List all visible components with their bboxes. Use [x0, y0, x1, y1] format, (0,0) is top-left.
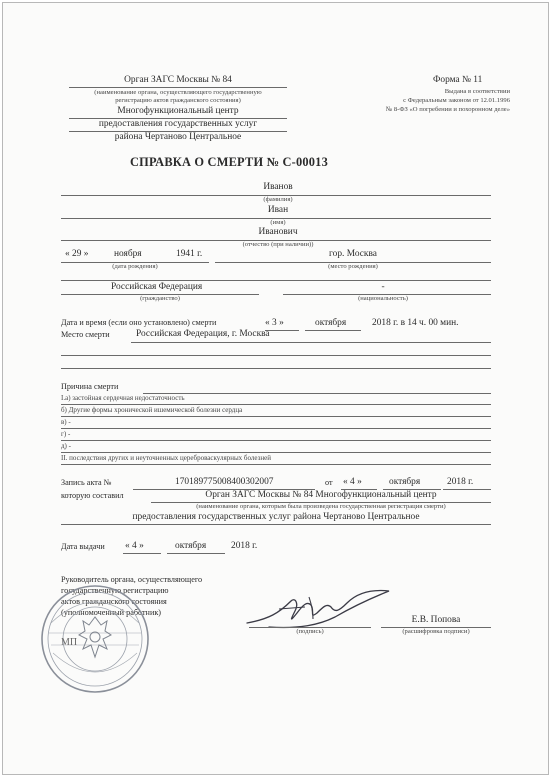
form-note-3: № 8-ФЗ «О погребении и похоронном деле»	[385, 106, 510, 113]
field-line	[61, 464, 491, 465]
field-line	[305, 330, 361, 331]
cause-g: г) -	[61, 430, 71, 438]
birth-place-value: гор. Москва	[329, 249, 377, 259]
record-number: 170189775008400302007	[175, 477, 274, 487]
compiled-by-2: предоставления государственных услуг района Чертаново Центральное	[132, 512, 420, 522]
issuer-caption-2: регистрацию актов гражданского состояния)	[115, 97, 241, 104]
head-line-3: актов гражданского состояния	[61, 597, 167, 606]
compiled-by: Орган ЗАГС Москвы № 84 Многофункциональный центр	[205, 490, 437, 500]
issued-day: « 4 »	[125, 541, 144, 551]
head-line-2: государственную регистрацию	[61, 586, 169, 595]
field-line	[61, 280, 491, 281]
record-year: 2018 г.	[447, 477, 474, 487]
cause-v: в) -	[61, 418, 71, 426]
death-certificate-document	[2, 2, 549, 775]
birth-year: 1941 г.	[176, 249, 203, 259]
compiled-label: которую составил	[61, 491, 124, 500]
issued-month: октября	[175, 541, 207, 551]
name-caption: (имя)	[270, 219, 286, 226]
surname-caption: (фамилия)	[263, 196, 293, 203]
page-title: СПРАВКА О СМЕРТИ № С-00013	[130, 155, 328, 169]
head-line-4: (уполномоченный работник)	[61, 608, 162, 617]
field-line	[131, 342, 491, 343]
signer-name: Е.В. Попова	[411, 615, 461, 625]
surname-value: Иванов	[263, 182, 293, 192]
issued-year: 2018 г.	[231, 541, 258, 551]
issuer-extra-2: предоставления государственных услуг	[98, 119, 258, 129]
cause-ii: II. последствия других и неуточненных цереброваскулярных болезней	[61, 454, 271, 462]
field-line	[61, 355, 491, 356]
field-line	[61, 452, 491, 453]
official-seal-icon	[39, 583, 151, 695]
form-number: Форма № 11	[433, 75, 483, 85]
field-line	[61, 404, 491, 405]
head-line-1: Руководитель органа, осуществляющего	[61, 575, 203, 584]
issuer-extra-3: района Чертаново Центральное	[114, 132, 242, 142]
field-line	[443, 489, 491, 490]
divider	[69, 87, 287, 88]
death-day: « 3 »	[265, 318, 284, 328]
issuer-name: Орган ЗАГС Москвы № 84	[124, 75, 232, 85]
compiled-caption: (наименование органа, которым была произведена государственная регистрация смерти)	[196, 503, 446, 510]
cause-b: б) Другие формы хронической ишемической болезни сердца	[61, 406, 243, 414]
field-line	[61, 524, 491, 525]
field-line	[167, 553, 225, 554]
cause-label: Причина смерти	[61, 382, 119, 391]
death-datetime-label: Дата и время (если оно установлено) смерти	[61, 318, 217, 327]
record-label: Запись акта №	[61, 478, 112, 487]
field-line	[265, 330, 299, 331]
issued-label: Дата выдачи	[61, 542, 105, 551]
birth-day: « 29 »	[65, 249, 89, 259]
record-day: « 4 »	[343, 477, 362, 487]
death-place-value: Российская Федерация, г. Москва	[136, 329, 270, 339]
field-line	[61, 416, 491, 417]
field-line	[61, 428, 491, 429]
cause-a: I.а) застойная сердечная недостаточность	[61, 394, 185, 402]
issuer-caption-1: (наименование органа, осуществляющего государственную	[94, 89, 262, 96]
stamp-mark: МП	[61, 637, 78, 648]
citizenship-value: Российская Федерация	[111, 282, 203, 292]
death-month: октября	[315, 318, 347, 328]
issuer-extra-1: Многофункциональный центр	[117, 106, 239, 116]
form-note-2: с Федеральным законом от 12.01.1996	[403, 97, 510, 104]
record-from-label: от	[325, 478, 333, 487]
nationality-value: -	[381, 282, 385, 292]
birth-date-caption: (дата рождения)	[112, 263, 158, 270]
field-line	[61, 440, 491, 441]
signer-name-caption: (расшифровка подписи)	[402, 628, 470, 635]
death-place-label: Место смерти	[61, 330, 110, 339]
handwritten-signature-icon	[239, 583, 399, 633]
nationality-caption: (национальность)	[358, 295, 408, 302]
patronymic-caption: (отчество (при наличии))	[242, 241, 314, 248]
name-value: Иван	[267, 205, 289, 215]
citizenship-caption: (гражданство)	[140, 295, 180, 302]
birth-month: ноября	[114, 249, 142, 259]
cause-d: д) -	[61, 442, 71, 450]
birth-place-caption: (место рождения)	[328, 263, 378, 270]
form-note-1: Выдана в соответствии	[444, 88, 510, 95]
field-line	[61, 368, 491, 369]
record-month: октября	[389, 477, 421, 487]
patronymic-value: Иванович	[258, 227, 298, 237]
field-line	[123, 553, 161, 554]
signature-caption: (подпись)	[296, 628, 324, 635]
death-year-time: 2018 г. в 14 ч. 00 мин.	[372, 318, 459, 328]
field-line	[143, 393, 491, 394]
